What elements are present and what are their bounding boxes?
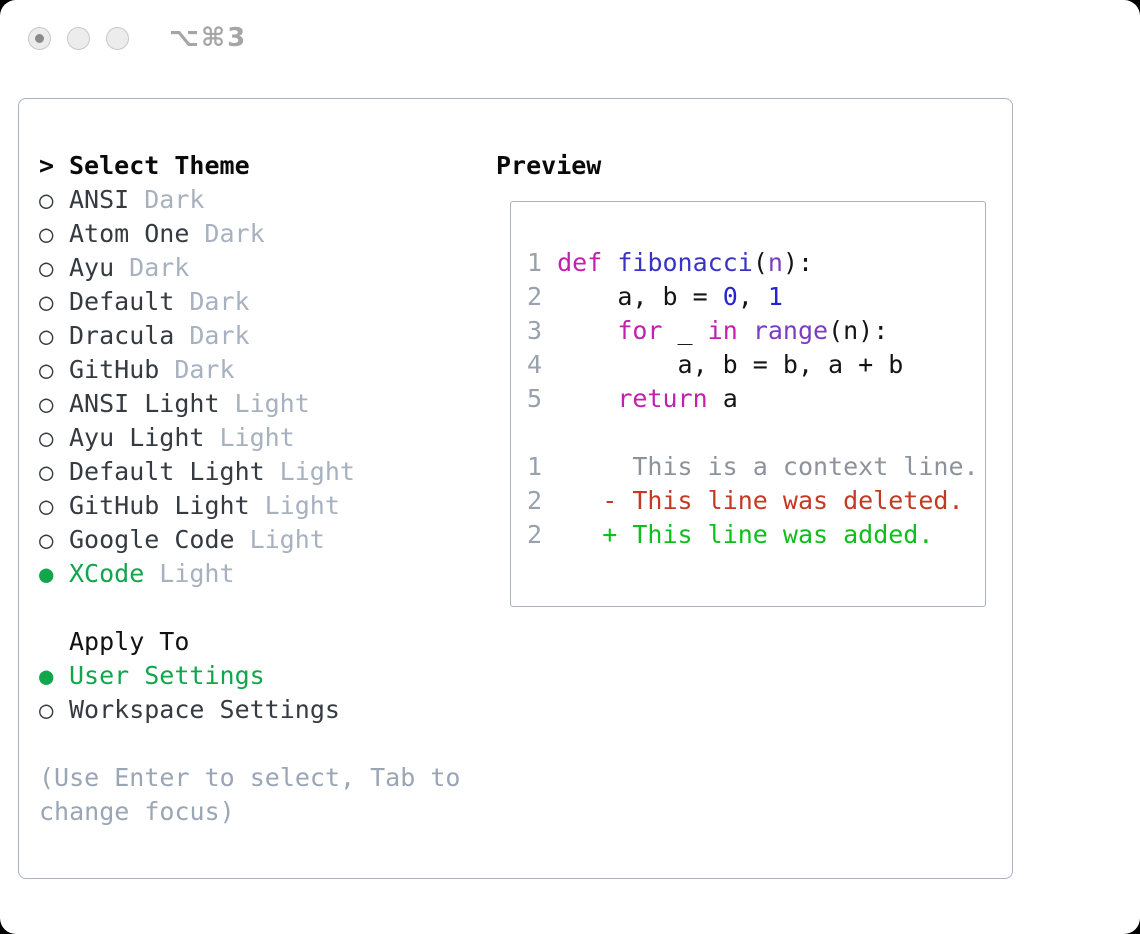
theme-variant: Dark [189,321,250,350]
theme-name: Default Light [69,457,265,486]
token-keyword: def [557,248,603,277]
theme-selector-panel [18,98,1013,879]
token-plain [602,248,617,277]
theme-name: Google Code [69,525,235,554]
theme-option-default-dark[interactable] [39,285,460,319]
preview-header: Preview [496,151,602,180]
hint-text [39,761,460,829]
token-lineno: 3 [527,316,543,345]
token-plain: (n): [828,316,889,345]
radio-icon: ○ [39,322,54,350]
token-lineno: 1 [527,452,543,481]
token-purple: range [752,316,829,345]
theme-variant: Dark [189,287,250,316]
radio-icon: ○ [39,492,54,520]
theme-option-ansi-dark[interactable] [39,183,460,217]
token-lineno: 2 [527,520,543,549]
radio-icon: ○ [39,526,54,554]
code-line [527,348,985,382]
token-plain: , [737,282,768,311]
token-context: This is a context line. [632,452,979,481]
radio-icon: ○ [39,254,54,282]
apply-option-user-settings[interactable] [39,659,460,693]
theme-name: Ayu [69,253,115,282]
theme-variant: Light [159,559,235,588]
token-lineno: 2 [527,486,543,515]
token-plain [542,282,617,311]
theme-variant: Light [249,525,325,554]
token-keyword: in [707,316,738,345]
theme-name: GitHub [69,355,160,384]
apply-to-list [39,659,460,727]
theme-name: Dracula [69,321,175,350]
radio-icon: ○ [39,356,54,384]
radio-icon: ○ [39,458,54,486]
code-line [527,450,985,484]
theme-option-ansi-light-light[interactable] [39,387,460,421]
select-theme-header [39,149,460,183]
token-plain: a, b = [617,282,723,311]
theme-name: GitHub Light [69,491,250,520]
theme-variant: Light [219,423,295,452]
token-added: + This line was added. [602,520,934,549]
token-plain: _ [662,316,708,345]
titlebar [28,23,248,53]
code-line [527,246,985,280]
theme-variant: Light [234,389,310,418]
token-keyword: for [617,316,663,345]
theme-option-atom-one-dark[interactable] [39,217,460,251]
token-plain [542,520,602,549]
code-line-blank [527,416,985,450]
token-plain [542,486,602,515]
spacer [39,591,460,625]
radio-icon: ○ [39,186,54,214]
theme-option-github-light-light[interactable] [39,489,460,523]
theme-option-xcode-light[interactable] [39,557,460,591]
code-line [527,382,985,416]
theme-list [39,183,460,591]
traffic-light-2[interactable] [67,27,90,50]
theme-option-dracula-dark[interactable] [39,319,460,353]
theme-option-default-light-light[interactable] [39,455,460,489]
theme-name: Atom One [69,219,190,248]
theme-name: ANSI [69,185,130,214]
radio-selected-icon: ● [39,662,54,690]
code-line [527,314,985,348]
cursor-icon: > [39,151,55,180]
theme-variant: Light [279,457,355,486]
code-line [527,280,985,314]
apply-option-label: User Settings [69,661,265,690]
token-plain [738,316,753,345]
radio-selected-icon: ● [39,560,54,588]
token-keyword: return [617,384,708,413]
apply-to-header-label: Apply To [69,627,190,656]
radio-icon: ○ [39,220,54,248]
select-theme-header-label: Select Theme [69,151,250,180]
theme-name: Default [69,287,175,316]
token-removed: - This line was deleted. [602,486,964,515]
theme-option-google-code-light[interactable] [39,523,460,557]
theme-variant: Dark [129,253,190,282]
token-purple: n [767,248,783,277]
radio-icon: ○ [39,696,54,724]
token-lineno: 4 [527,350,543,379]
token-plain [542,248,557,277]
token-plain: ( [752,248,768,277]
radio-icon: ○ [39,424,54,452]
theme-name: ANSI Light [69,389,220,418]
token-number: 1 [767,282,783,311]
traffic-light-1[interactable] [28,27,51,50]
token-lineno: 2 [527,282,543,311]
theme-variant: Dark [174,355,235,384]
selector-column [39,149,460,829]
traffic-light-3[interactable] [106,27,129,50]
code-line [527,484,985,518]
theme-option-ayu-dark[interactable] [39,251,460,285]
theme-name: XCode [69,559,145,588]
token-plain: a, b = b, a + b [677,350,904,379]
theme-option-ayu-light-light[interactable] [39,421,460,455]
theme-variant: Dark [144,185,205,214]
theme-option-github-dark[interactable] [39,353,460,387]
token-function: fibonacci [617,248,753,277]
token-number: 0 [722,282,738,311]
hint-line-2: change focus) [39,797,235,826]
hint-line-1: (Use Enter to select, Tab to [39,763,461,792]
token-plain: a [707,384,738,413]
token-plain [542,452,632,481]
apply-to-header [39,625,460,659]
preview-box [510,201,986,607]
theme-variant: Dark [204,219,265,248]
token-lineno: 1 [527,248,543,277]
apply-option-label: Workspace Settings [69,695,340,724]
theme-variant: Light [264,491,340,520]
token-lineno: 5 [527,384,543,413]
radio-icon: ○ [39,288,54,316]
token-plain [542,316,617,345]
token-plain [542,350,677,379]
code-line [527,518,985,552]
token-plain: ): [782,248,814,277]
spacer [39,727,460,761]
apply-option-workspace-settings[interactable] [39,693,460,727]
window-title-shortcut: ⌥⌘3 [169,23,248,53]
token-plain [542,384,617,413]
radio-icon: ○ [39,390,54,418]
theme-name: Ayu Light [69,423,205,452]
